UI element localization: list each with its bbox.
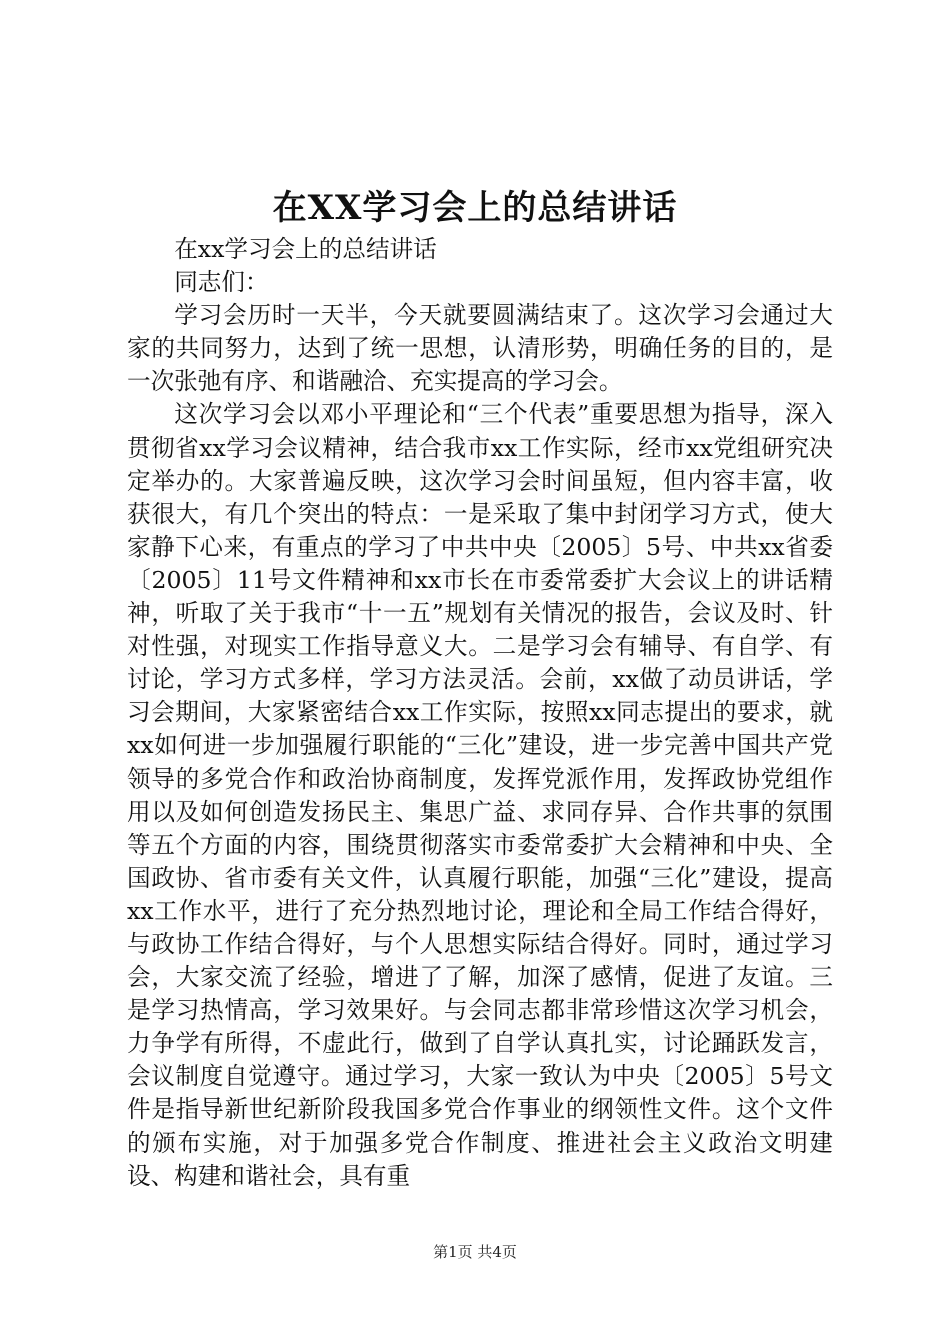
body-paragraph: 学习会历时一天半，今天就要圆满结束了。这次学习会通过大家的共同努力，达到了统一思想，认清形势，明确任务的目的，是一次张弛有序、和谐融洽、充实提高的学习会。 <box>127 301 833 396</box>
page-number-footer: 第1页 共4页 <box>433 1243 517 1261</box>
document-body <box>127 233 833 1193</box>
subtitle-paragraph: 在xx学习会上的总结讲话 <box>174 235 437 263</box>
document-title: 在XX学习会上的总结讲话 <box>272 188 678 228</box>
salutation-paragraph: 同志们： <box>174 268 269 297</box>
body-paragraph: 这次学习会以邓小平理论和“三个代表”重要思想为指导，深入贯彻省xx学习会议精神，结合我市xx工作实际，经市xx党组研究决定举办的。大家普遍反映，这次学习会时间虽短，但内容丰富，收获很大，有几个突出的特点：一是采取了集中封闭学习方式，使大家静下心来，有重点的学习了中共中央〔2005〕5号、中共xx省委〔2005〕11号文件精神和xx市长在市委常委扩大会议上的讲话精神，听取了关于我市“十一五”规划有关情况的报告，会议及时、针对性强，对现实工作指导意义大。二是学习会有辅导、有自学、有讨论，学习方式多样，学习方法灵活。会前，xx做了动员讲话，学习会期间，大家紧密结合xx工作实际，按照xx同志提出的要求，就xx如何进一步加强履行职能的“三化”建设，进一步完善中国共产党领导的多党合作和政治协商制度，发挥党派作用，发挥政协党组作用以及如何创造发扬民主、集思广益、求同存异、合作共事的氛围等五个方面的内容，围绕贯彻落实市委常委扩大会精神和中央、全国政协、省市委有关文件，认真履行职能，加强“三化”建设，提高xx工作水平，进行了充分热烈地讨论，理论和全局工作结合得好，与政协工作结合得好，与个人思想实际结合得好。同时，通过学习会，大家交流了经验，增进了了解，加深了感情，促进了友谊。三是学习热情高，学习效果好。与会同志都非常珍惜这次学习机会，力争学有所得，不虚此行，做到了自学认真扎实，讨论踊跃发言，会议制度自觉遵守。通过学习，大家一致认为中央〔2005〕5号文件是指导新世纪新阶段我国多党合作事业的纲领性文件。这个文件的颁布实施，对于加强多党合作制度、推进社会主义政治文明建设、构建和谐社会，具有重 <box>127 400 833 1190</box>
